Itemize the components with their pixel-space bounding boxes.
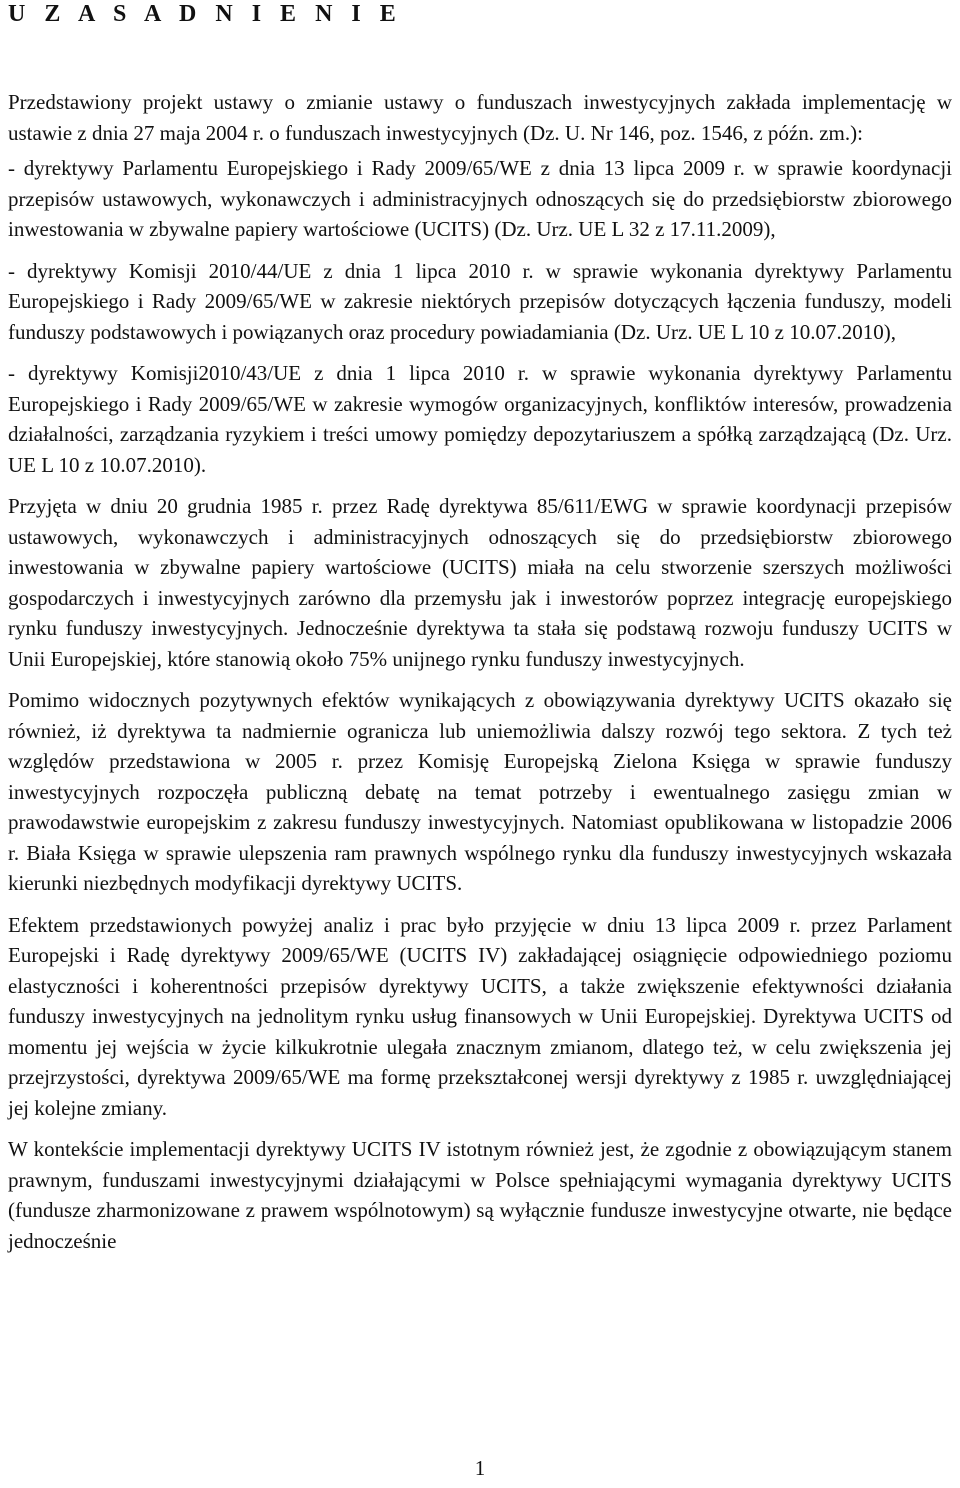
intro-paragraph: Przedstawiony projekt ustawy o zmianie ustawy o funduszach inwestycyjnych zakłada implementację w ustawie z dnia 27 maja 2004 r. o funduszach inwestycyjnych (Dz. U. Nr 146, poz. 1546, z późn. zm.): — [8, 90, 952, 145]
directive-item: - dyrektywy Parlamentu Europejskiego i Rady 2009/65/WE z dnia 13 lipca 2009 r. w sprawie koordynacji przepisów ustawowych, wykonawczych i administracyjnych odnoszących się do przedsiębiorstw zbiorowego inwestowania w zbywalne papiery wartościowe (UCITS) (Dz. Urz. UE L 32 z 17.11.2009), — [8, 156, 952, 241]
document-heading: U Z A S A D N I E N I E — [8, 1, 403, 27]
document-body — [8, 87, 952, 1256]
directive-item: - dyrektywy Komisji 2010/44/UE z dnia 1 lipca 2010 r. w sprawie wykonania dyrektywy Parlamentu Europejskiego i Rady 2009/65/WE w zakresie niektórych przepisów dotyczących łączenia funduszy, modeli funduszy podstawowych i powiązanych oraz procedury powiadamiania (Dz. Urz. UE L 10 z 10.07.2010), — [8, 258, 952, 344]
body-paragraph: Pomimo widocznych pozytywnych efektów wynikających z obowiązywania dyrektywy UCITS okazało się również, iż dyrektywa ta nadmiernie ogranicza lub uniemożliwia dalszy rozwój tego sektora. Z tych też względów przedstawiona w 2005 r. przez Komisję Europejską Zielona Księga w sprawie funduszy inwestycyjnych rozpoczęła publiczną debatę na temat potrzeby i ewentualnego zasięgu zmian w prawodawstwie europejskim z zakresu funduszy inwestycyjnych. Natomiast opublikowana w listopadzie 2006 r. Biała Księga w sprawie ulepszenia ram prawnych wspólnego rynku dla funduszy inwestycyjnych wskazała kierunki niezbędnych modyfikacji dyrektywy UCITS. — [8, 688, 952, 895]
directive-item: - dyrektywy Komisji2010/43/UE z dnia 1 lipca 2010 r. w sprawie wykonania dyrektywy Parlamentu Europejskiego i Rady 2009/65/WE w zakresie wymogów organizacyjnych, konfliktów interesów, prowadzenia działalności, zarządzania ryzykiem i treści umowy pomiędzy depozytariuszem a spółką zarządzającą (Dz. Urz. UE L 10 z 10.07.2010). — [8, 361, 952, 477]
page-number: 1 — [474, 1456, 486, 1480]
body-paragraph: Efektem przedstawionych powyżej analiz i prac było przyjęcie w dniu 13 lipca 2009 r. przez Parlament Europejski i Radę dyrektywy 2009/65/WE (UCITS IV) zakładającej osiągnięcie odpowiedniego poziomu elastyczności i koherentności przepisów dyrektywy UCITS, a także zwiększenie efektywności działania funduszy inwestycyjnych na jednolitym rynku usług finansowych w Unii Europejskiej. Dyrektywa UCITS od momentu jej wejścia w życie kilkukrotnie ulegała znacznym zmianom, dlatego też, w celu zwiększenia jej przejrzystości, dyrektywa 2009/65/WE ma formę przekształconej wersji dyrektywy z 1985 r. uwzględniającej jej kolejne zmiany. — [8, 912, 952, 1120]
body-paragraph: Przyjęta w dniu 20 grudnia 1985 r. przez Radę dyrektywa 85/611/EWG w sprawie koordynacji przepisów ustawowych, wykonawczych i administracyjnych odnoszących się do przedsiębiorstw zbiorowego inwestowania w zbywalne papiery wartościowe (UCITS) miała na celu stworzenie szerszych możliwości gospodarczych i inwestycyjnych zarówno dla przemysłu jak i inwestorów poprzez integrację europejskiego rynku funduszy inwestycyjnych. Jednocześnie dyrektywa ta stała się podstawą rozwoju funduszy UCITS w Unii Europejskiej, które stanowią około 75% unijnego rynku funduszy inwestycyjnych. — [8, 494, 952, 671]
body-paragraph: W kontekście implementacji dyrektywy UCITS IV istotnym również jest, że zgodnie z obowiązującym stanem prawnym, funduszami inwestycyjnymi działającymi w Polsce spełniającymi wymagania dyrektywy UCITS (fundusze zharmonizowane z prawem wspólnotowym) są wyłącznie fundusze inwestycyjne otwarte, nie będące jednocześnie — [8, 1137, 952, 1253]
